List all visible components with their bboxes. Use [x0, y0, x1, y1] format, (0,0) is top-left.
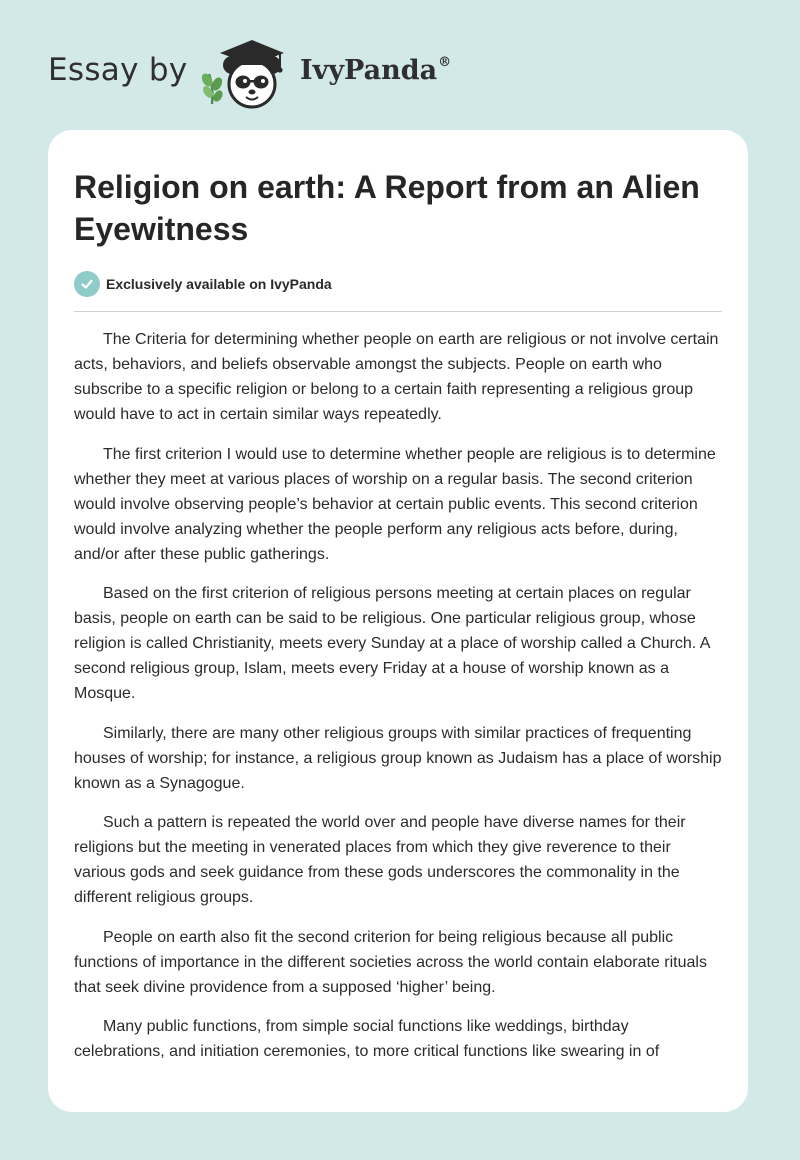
paragraph: Many public functions, from simple social functions like weddings, birthday celebrations, and initiation ceremonies, to more critical functions like swearing in of — [74, 1018, 660, 1060]
site-brand[interactable] — [48, 34, 468, 114]
article-title: Religion on earth: A Report from an Alien Eyewitness — [74, 169, 700, 247]
paragraph: The first criterion I would use to determine whether people are religious is to determine whether they meet at various places of worship on a regular basis. The second criterion would involve observing people’s behavior at certain public events. This second criterion would involve analyzing whether the people perform any religious acts before, during, and/or after these public gatherings. — [74, 445, 716, 563]
paragraph: Similarly, there are many other religious groups with similar practices of frequenting houses of worship; for instance, a religious group known as Judaism has a place of worship known as a Synagogue. — [74, 724, 722, 792]
check-circle-icon — [74, 271, 100, 297]
registered-mark: ® — [438, 55, 452, 70]
panda-graduate-logo-icon — [200, 34, 296, 110]
exclusive-badge — [74, 270, 722, 298]
brand-prefix: Essay by — [48, 52, 188, 88]
article-card — [48, 130, 748, 1112]
article-body — [74, 327, 722, 1064]
paragraph: Such a pattern is repeated the world over and people have diverse names for their religions but the meeting in venerated places from which they give reverence to their various gods and seek guidance from these gods underscores the commonality in the different religious groups. — [74, 814, 686, 906]
paragraph: The Criteria for determining whether people on earth are religious or not involve certain acts, behaviors, and beliefs observable amongst the subjects. People on earth who subscribe to a specific religion or belong to a certain faith representing a religious group would have to act in certain similar ways repeatedly. — [74, 331, 719, 423]
paragraph: People on earth also fit the second criterion for being religious because all public functions of importance in the different societies across the world contain elaborate rituals that seek divine providence from a supposed ‘higher’ being. — [74, 928, 707, 996]
exclusive-badge-label: Exclusively available on IvyPanda — [106, 276, 332, 292]
paragraph: Based on the first criterion of religious persons meeting at certain places on regular basis, people on earth can be said to be religious. One particular religious group, whose religion is called Christianity, meets every Sunday at a place of worship called a Church. A second religious group, Islam, meets every Friday at a house of worship known as a Mosque. — [74, 585, 710, 702]
divider — [74, 311, 722, 312]
brand-name — [300, 55, 451, 86]
brand-name-text: IvyPanda — [300, 55, 438, 86]
